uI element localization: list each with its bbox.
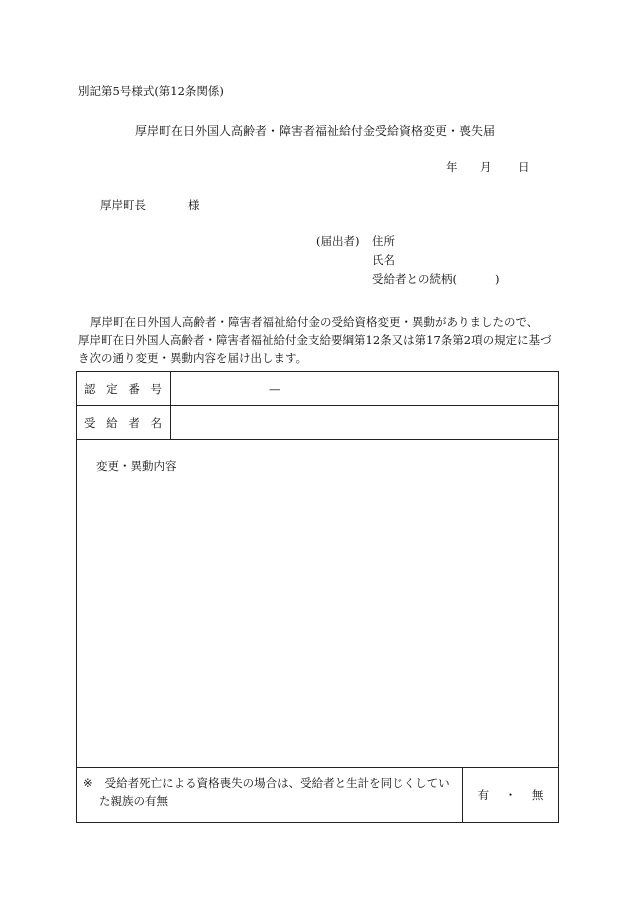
note-line-1: 受給者死亡による資格喪失の場合は、受給者と生計を同じくしてい: [104, 776, 450, 790]
applicant-relation-label: 受給者との続柄(: [372, 272, 457, 286]
note-mark: ※: [83, 776, 93, 790]
declaration-line-1: 厚岸町在日外国人高齢者・障害者福祉給付金の受給資格変更・異動がありましたので、: [90, 315, 539, 329]
date-line: [446, 162, 530, 174]
applicant-name-label: 氏名: [372, 253, 395, 267]
date-year: 年: [446, 160, 458, 174]
note-line-2: た親族の有無: [99, 794, 168, 808]
relatives-note: [77, 768, 463, 823]
declaration-text: [78, 313, 556, 367]
choice-separator: ・: [504, 788, 517, 802]
addressee: [100, 200, 200, 212]
applicant-relation-close: ): [495, 272, 500, 286]
relatives-row: [77, 768, 559, 823]
addressee-honorific: 様: [188, 198, 200, 212]
date-month: 月: [480, 160, 492, 174]
choice-no[interactable]: 無: [531, 788, 544, 802]
change-content-row: [77, 440, 559, 768]
certification-number-dash: —: [269, 382, 281, 396]
relatives-choice[interactable]: [463, 768, 559, 823]
choice-yes[interactable]: 有: [477, 788, 490, 802]
change-content-label: 変更・異動内容: [96, 459, 177, 473]
certification-number-field[interactable]: [171, 372, 559, 406]
recipient-name-row: [77, 406, 559, 440]
form-number-label: 別記第5号様式(第12条関係): [78, 84, 224, 98]
certification-number-label: 認 定 番 号: [77, 372, 171, 406]
document-title: 厚岸町在日外国人高齢者・障害者福祉給付金受給資格変更・喪失届: [134, 124, 495, 138]
recipient-name-label: 受 給 者 名: [77, 406, 171, 440]
declaration-line-3: き次の通り変更・異動内容を届け出します。: [78, 351, 308, 365]
change-content-field[interactable]: [77, 440, 559, 768]
certification-number-row: [77, 372, 559, 406]
applicant-relation: [372, 274, 500, 286]
notification-form-table: [76, 371, 559, 823]
declaration-line-2: 厚岸町在日外国人高齢者・障害者福祉給付金支給要綱第12条又は第17条第2項の規定に基づ: [78, 333, 552, 347]
date-day: 日: [518, 160, 530, 174]
addressee-name: 厚岸町長: [100, 198, 146, 212]
applicant-tag: (届出者): [316, 234, 360, 248]
applicant-address-label: 住所: [372, 234, 395, 248]
recipient-name-field[interactable]: [171, 406, 559, 440]
